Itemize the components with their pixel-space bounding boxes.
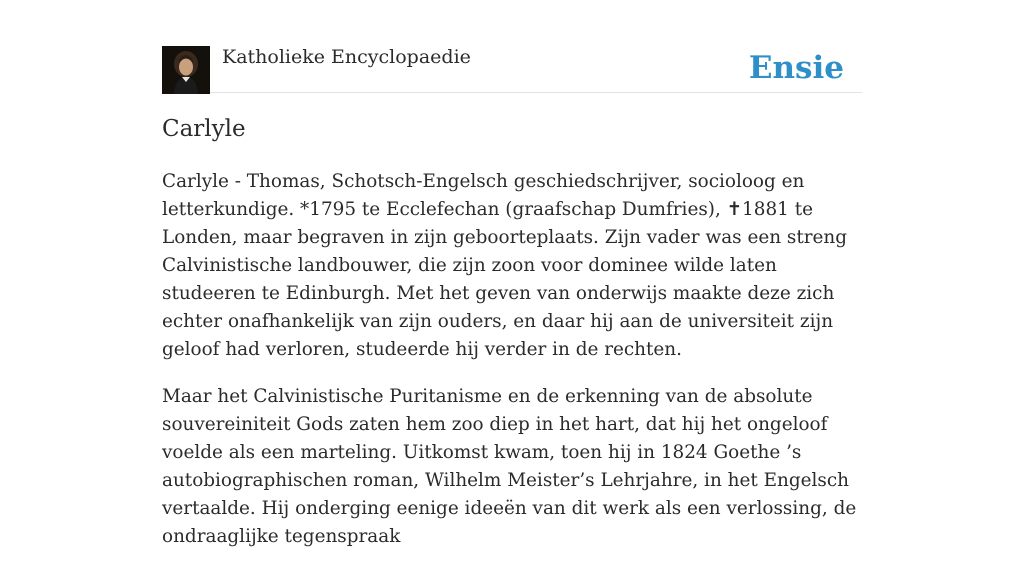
portrait-avatar-icon[interactable] (162, 46, 210, 94)
article-title: Carlyle (162, 116, 246, 142)
brand-logo[interactable]: Ensie (748, 50, 844, 86)
article-body (162, 168, 862, 570)
page-container (162, 0, 862, 547)
article-paragraph: Carlyle - Thomas, Schotsch-Engelsch geschiedschrijver, socioloog en letterkundige. *1795 te Ecclefechan (graafschap Dumfries), ✝1881 te Londen, maar begraven in zijn geboorteplaats. Zijn vader was een streng Calvinistische landbouwer, die zijn zoon voor dominee wilde laten studeeren te Edinburgh. Met het geven van onderwijs maakte deze zich echter onafhankelijk van zijn ouders, en daar hij aan de universiteit zijn geloof had verloren, studeerde hij verder in de rechten. (162, 171, 848, 360)
site-header (162, 0, 862, 93)
article-paragraph: Maar het Calvinistische Puritanisme en de erkenning van de absolute souvereiniteit Gods zaten hem zoo diep in het hart, dat hij het ongeloof voelde als een marteling. Uitkomst kwam, toen hij in 1824 Goethe ’s autobiographischen roman, Wilhelm Meister’s Lehrjahre, in het Engelsch vertaalde. Hij onderging eenige ideeën van dit werk als een verlossing, de ondraaglijke tegenspraak (162, 386, 857, 547)
site-name[interactable]: Katholieke Encyclopaedie (222, 46, 471, 68)
